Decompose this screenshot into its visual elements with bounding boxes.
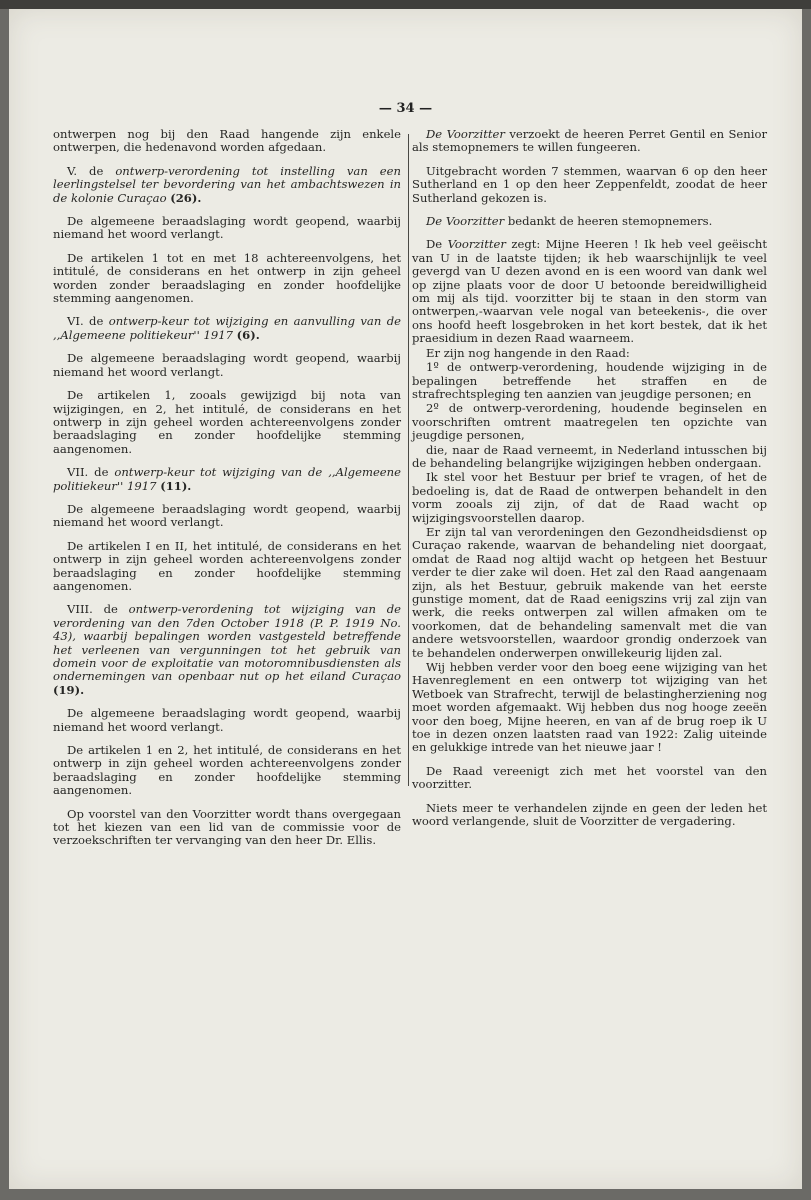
paragraph: De Raad vereenigt zich met het voorstel van den voorzitter. xyxy=(412,763,767,792)
paragraph-text: bedankt de heeren stemopnemers. xyxy=(504,214,713,229)
paragraph xyxy=(412,128,767,155)
agenda-item-title: ontwerp-verordening tot instelling van een leerlingstelsel ter bevordering van het ambachtswezen in de kolonie Curaçao xyxy=(53,163,401,205)
document-page xyxy=(9,9,802,1189)
paragraph: Op voorstel van den Voorzitter wordt thans overgegaan tot het kiezen van een lid van de commissie voor de verzoekschriften ter vervanging van den heer Dr. Ellis. xyxy=(53,806,401,848)
agenda-item-title: ontwerp-verordening tot wijziging van de verordening van den 7den October 1918 (P. P. 1919 No. 43), waarbij bepalingen worden vastgesteld betreffende het verleenen van vergunningen tot het gebruik van domein voor de exploitatie van motoromnibusdiensten als ondernemingen van openbaar nut op het eiland Curaçao xyxy=(53,602,402,684)
agenda-item-prefix: VII. de xyxy=(67,465,115,480)
paragraph-text: zegt: Mijne Heeren ! Ik heb veel geëischt van U in de laatste tijden; ik heb waarschijnlijk te veel gevergd van U dezen avond en is een woord van dank wel op zijne plaats voor de door U betoonde bereidwilligheid om mij als tijd. voorzitter bij te staan in den storm van ontwerpen,-waarvan vele nogal van beteekenis-, die over ons hoofd heeft losgebroken in het kort bestek, dat ik het praesidium in dezen Raad waarneem. xyxy=(412,237,767,346)
speech-paragraph: die, naar de Raad verneemt, in Nederland intusschen bij de behandeling belangrijke wijzigingen hebben ondergaan. xyxy=(412,442,767,470)
speaker-name: De Voorzitter xyxy=(426,214,505,229)
agenda-item-vii xyxy=(53,466,401,493)
paragraph xyxy=(412,215,767,228)
paragraph: De algemeene beraadslaging wordt geopend, waarbij niemand het woord verlangt. xyxy=(53,351,401,379)
agenda-item-title: ontwerp-keur tot wijziging van de ,,Algemeene politiekeur'' 1917 xyxy=(53,465,401,493)
agenda-item-prefix: V. de xyxy=(67,163,116,178)
column-divider xyxy=(408,134,409,786)
agenda-item-number: (19). xyxy=(53,682,85,697)
paragraph: De algemeene beraadslaging wordt geopend, waarbij niemand het woord verlangt. xyxy=(53,706,401,734)
speech-paragraph xyxy=(412,238,767,345)
agenda-item-title: ontwerp-keur tot wijziging en aanvulling van de ,,Algemeene politiekeur'' 1917 xyxy=(53,314,401,342)
left-column xyxy=(53,128,401,858)
agenda-item-number: (6). xyxy=(236,327,260,342)
paragraph: Uitgebracht worden 7 stemmen, waarvan 6 op den heer Sutherland en 1 op den heer Zeppenfeldt, zoodat de heer Sutherland gekozen is. xyxy=(412,163,767,205)
speech-paragraph: 2º de ontwerp-verordening, houdende beginselen en voorschriften omtrent maatregelen ten opzichte van jeugdige personen, xyxy=(412,401,767,443)
paragraph: De artikelen 1, zooals gewijzigd bij nota van wijzigingen, en 2, het intitulé, de considerans en het ontwerp in zijn geheel worden achtereenvolgens zonder beraadslaging en zonder hoofdelijke stemming aangenomen. xyxy=(53,388,401,456)
paragraph: De artikelen 1 tot en met 18 achtereenvolgens, het intitulé, de considerans en het ontwerp in zijn geheel worden zonder beraadslaging en zonder hoofdelijke stemming aangenomen. xyxy=(53,250,401,306)
paragraph: De artikelen I en II, het intitulé, de considerans en het ontwerp in zijn geheel worden achtereenvolgens zonder beraadslaging en zonder hoofdelijke stemming aangenomen. xyxy=(53,538,401,593)
speech-paragraph: Er zijn tal van verordeningen den Gezondheidsdienst op Curaçao rakende, waarvan de behandeling niet doorgaat, omdat de Raad nog altijd wacht op hetgeen het Bestuur verder te dier zake wil doen. Het zal den Raad aangenaam zijn, als het Bestuur, gebruik makende van het eerste gunstige moment, dat de Raad eenigszins vrij zal zijn van werk, die reeks ontwerpen zal willen afmaken om te voorkomen, dat de behandeling samenvalt met die van andere wetsvoorstellen, waardoor grondig onderzoek van te behandelen onderwerpen onwillekeurig lijden zal. xyxy=(412,524,767,660)
speaker-name: Voorzitter xyxy=(447,237,506,252)
speech-paragraph: 1º de ontwerp-verordening, houdende wijziging in de bepalingen betreffende het straffen en de strafrechtspleging ten aanzien van jeugdige personen; en xyxy=(412,360,767,401)
paragraph-text: verzoekt de heeren Perret Gentil en Senior als stemopnemers te willen fungeeren. xyxy=(412,127,767,155)
agenda-item-prefix: VI. de xyxy=(67,314,109,329)
paragraph: De artikelen 1 en 2, het intitulé, de considerans en het ontwerp in zijn geheel worden achtereenvolgens zonder beraadslaging en zonder hoofdelijke stemming aangenomen. xyxy=(53,743,401,798)
agenda-item-number: (26). xyxy=(170,190,202,205)
page-number: — 34 — xyxy=(378,101,433,116)
agenda-item-prefix: VIII. de xyxy=(67,602,129,617)
agenda-item-number: (11). xyxy=(160,478,192,493)
speaker-name: De Voorzitter xyxy=(426,127,505,141)
paragraph: De algemeene beraadslaging wordt geopend, waarbij niemand het woord verlangt. xyxy=(53,501,401,530)
right-column xyxy=(412,128,767,839)
paragraph-lead: De xyxy=(426,237,448,252)
paragraph: De algemeene beraadslaging wordt geopend, waarbij niemand het woord verlangt. xyxy=(53,214,401,242)
scan-frame xyxy=(0,0,811,9)
agenda-item-vi xyxy=(53,315,401,342)
paragraph: ontwerpen nog bij den Raad hangende zijn enkele ontwerpen, die hedenavond worden afgedaan. xyxy=(53,127,401,155)
agenda-item-v xyxy=(53,165,401,205)
speech-paragraph: Er zijn nog hangende in den Raad: xyxy=(426,345,630,360)
speech-paragraph: Ik stel voor het Bestuur per brief te vragen, of het de bedoeling is, dat de Raad de ontwerpen behandelt in den vorm zooals zij zijn, of dat de Raad wacht op wijzigingsvoorstellen daarop. xyxy=(412,470,767,525)
paragraph: Niets meer te verhandelen zijnde en geen der leden het woord verlangende, sluit de Voorzitter de vergadering. xyxy=(412,800,767,829)
speech-paragraph: Wij hebben verder voor den boeg eene wijziging van het Havenreglement en een ontwerp tot wijziging van het Wetboek van Strafrecht, terwijl de belastingherziening nog moet worden afgemaakt. Wij hebben dus nog hooge zeeën voor den boeg, Mijne heeren, en van af de brug roep ik U toe in dezen onzen laatsten raad van 1922: Zalig uiteinde en gelukkige intrede van het nieuwe jaar ! xyxy=(412,660,767,755)
agenda-item-viii xyxy=(53,603,401,697)
